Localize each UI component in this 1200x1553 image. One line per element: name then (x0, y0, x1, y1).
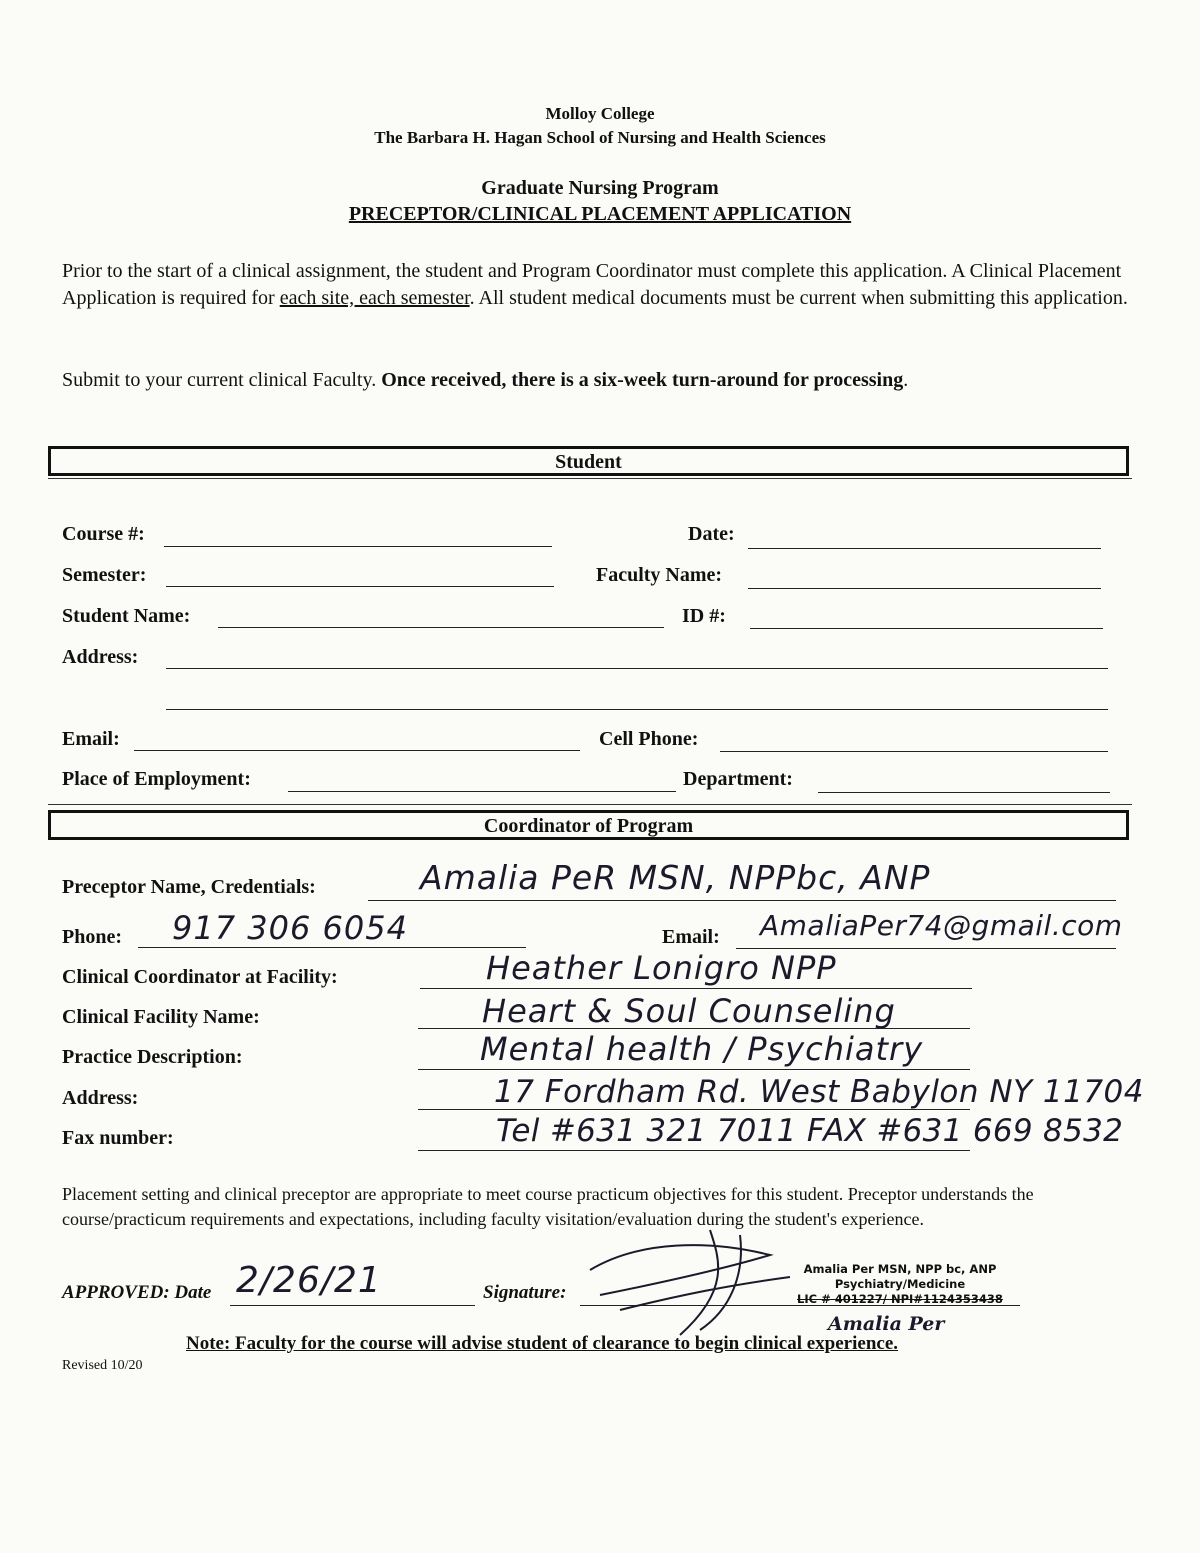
date-label: Date: (688, 523, 735, 545)
facility-name-value[interactable]: Heart & Soul Counseling (482, 992, 896, 1030)
practice-description-field-line (418, 1069, 970, 1070)
stamp-signature: Amalia Per (828, 1313, 945, 1335)
facility-address-label: Address: (62, 1087, 139, 1109)
submit-text: Submit to your current clinical Faculty. (62, 369, 382, 391)
form-title: PRECEPTOR/CLINICAL PLACEMENT APPLICATION (348, 203, 852, 225)
id-field[interactable] (750, 628, 1103, 629)
preceptor-label: Preceptor Name, Credentials: (62, 876, 316, 898)
phone-value[interactable]: 917 306 6054 (172, 909, 408, 947)
course-field[interactable] (164, 546, 552, 547)
stamp-specialty-line: Psychiatry/Medicine (834, 1277, 966, 1291)
id-label: ID #: (682, 605, 726, 627)
intro-text-b: . All student medical documents must be current when submitting this application. (469, 287, 1128, 309)
section-divider (48, 804, 1132, 805)
credentials-stamp (760, 1262, 1040, 1307)
signature-label: Signature: (483, 1282, 567, 1303)
phone-field-line (138, 947, 526, 948)
clinical-coordinator-label: Clinical Coordinator at Facility: (62, 966, 338, 988)
facility-address-value[interactable]: 17 Fordham Rd. West Babylon NY 11704 (494, 1074, 1144, 1110)
coordinator-email-label: Email: (662, 926, 720, 948)
student-email-label: Email: (62, 728, 120, 750)
student-address-label: Address: (62, 646, 139, 668)
faculty-name-field[interactable] (748, 588, 1101, 589)
coordinator-section-header: Coordinator of Program (48, 810, 1129, 840)
turnaround-text: Once received, there is a six-week turn-around for processing (381, 369, 904, 391)
intro-paragraph (62, 258, 1142, 312)
cell-phone-label: Cell Phone: (599, 728, 699, 750)
intro-text-a: Prior to the start of a clinical assignment, the student and Program Coordinator must complete this application. A Clinical Placement Application is required for (62, 260, 1122, 309)
submit-period: . (903, 369, 909, 391)
approved-date-label: : Date (163, 1282, 212, 1303)
approved-label (62, 1282, 211, 1304)
semester-field[interactable] (166, 586, 554, 587)
clinical-coordinator-value[interactable]: Heather Lonigro NPP (486, 949, 837, 987)
preceptor-value[interactable]: Amalia PeR MSN, NPPbc, ANP (420, 858, 931, 897)
coordinator-email-value[interactable]: AmaliaPer74@gmail.com (760, 909, 1123, 942)
department-label: Department: (683, 768, 793, 790)
cell-phone-field[interactable] (720, 751, 1108, 752)
phone-label: Phone: (62, 926, 122, 948)
practice-description-label: Practice Description: (62, 1046, 243, 1068)
student-name-label: Student Name: (62, 605, 191, 627)
program-name: Graduate Nursing Program (481, 177, 719, 199)
submission-paragraph (62, 367, 1142, 394)
approval-statement: Placement setting and clinical preceptor are appropriate to meet course practicum objectives for this student. Preceptor understands the course/practicum requirements and expectations, including faculty visitation/evaluation during the student's experience. (62, 1184, 1034, 1229)
employment-field[interactable] (288, 791, 676, 792)
student-section-header: Student (48, 446, 1129, 476)
student-name-field[interactable] (218, 627, 664, 628)
approved-date-value[interactable]: 2/26/21 (236, 1260, 382, 1301)
faculty-name-label: Faculty Name: (596, 564, 723, 586)
section-divider (48, 478, 1132, 479)
fax-number-value[interactable]: Tel #631 321 7011 FAX #631 669 8532 (496, 1113, 1124, 1149)
student-address-field-2[interactable] (166, 709, 1108, 710)
stamp-license-line: LIC # 401227/ NPI#1124353438 (797, 1292, 1003, 1306)
clinical-coordinator-field-line (420, 988, 972, 989)
intro-emphasis: each site, each semester (279, 287, 470, 309)
fax-number-field-line (418, 1150, 970, 1151)
department-field[interactable] (818, 792, 1110, 793)
employment-label: Place of Employment: (62, 768, 251, 790)
faculty-note: Note: Faculty for the course will advise student of clearance to begin clinical experience. (186, 1333, 899, 1354)
course-label: Course #: (62, 523, 145, 545)
date-field[interactable] (748, 548, 1101, 549)
school-name: The Barbara H. Hagan School of Nursing and Health Sciences (374, 128, 826, 147)
revision-date: Revised 10/20 (62, 1358, 143, 1373)
practice-description-value[interactable]: Mental health / Psychiatry (480, 1030, 924, 1068)
student-address-field-1[interactable] (166, 668, 1108, 669)
stamp-name-line: Amalia Per MSN, NPP bc, ANP (803, 1262, 997, 1276)
college-name: Molloy College (545, 104, 655, 123)
semester-label: Semester: (62, 564, 147, 586)
approved-date-field-line (230, 1305, 475, 1306)
preceptor-field-line (368, 900, 1116, 901)
facility-name-label: Clinical Facility Name: (62, 1006, 260, 1028)
approved-word: APPROVED (62, 1282, 164, 1303)
fax-number-label: Fax number: (62, 1127, 174, 1149)
student-email-field[interactable] (134, 750, 580, 751)
